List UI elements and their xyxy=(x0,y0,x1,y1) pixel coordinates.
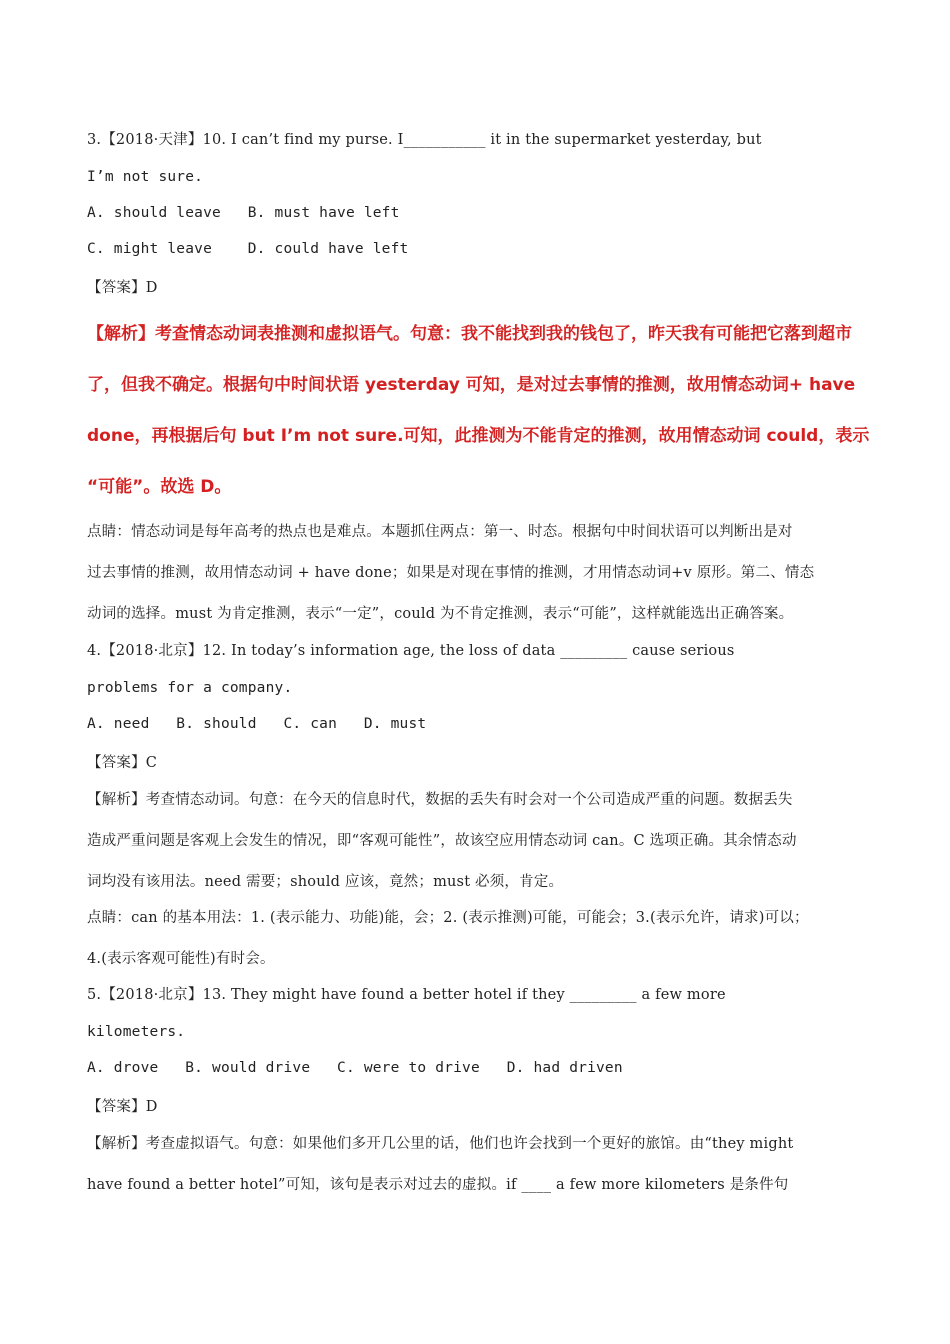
question-5-stem: 5.【2018·北京】13. They might have found a better hotel if they _________ a few more xyxy=(87,987,726,1003)
analysis-line: done，再根据后句 but I’m not sure.可知，此推测为不能肯定的推测，故用情态动词 could，表示 xyxy=(87,426,870,446)
tip-line: 4.(表示客观可能性)有时会。 xyxy=(87,951,275,967)
tip-line: 点睛：can 的基本用法：1. (表示能力、功能)能，会；2. (表示推测)可能，可能会；3.(表示允许，请求)可以； xyxy=(87,910,809,926)
question-5-answer: 【答案】D xyxy=(87,1099,158,1115)
question-5-options: A. drove B. would drive C. were to drive D. had driven xyxy=(87,1060,623,1076)
analysis-line: 了，但我不确定。根据句中时间状语 yesterday 可知，是对过去事情的推测，故用情态动词+ have xyxy=(87,375,856,395)
analysis-line: 造成严重问题是客观上会发生的情况，即“客观可能性”，故该空应用情态动词 can。C 选项正确。其余情态动 xyxy=(87,833,797,849)
question-4-answer: 【答案】C xyxy=(87,755,158,771)
tip-line: 过去事情的推测，故用情态动词 + have done；如果是对现在事情的推测，才用情态动词+v 原形。第二、情态 xyxy=(87,565,815,581)
question-3-options-ab: A. should leave B. must have left xyxy=(87,205,400,221)
question-3-answer: 【答案】D xyxy=(87,280,158,296)
analysis-line: “可能”。故选 D。 xyxy=(87,477,232,497)
analysis-line: 【解析】考查虚拟语气。句意：如果他们多开几公里的话，他们也许会找到一个更好的旅馆。由“they might xyxy=(87,1136,794,1152)
analysis-line: 词均没有该用法。need 需要；should 应该，竟然；must 必须，肯定。 xyxy=(87,874,564,890)
question-3-options-cd: C. might leave D. could have left xyxy=(87,241,409,257)
analysis-line: have found a better hotel”可知，该句是表示对过去的虚拟。if ____ a few more kilometers 是条件句 xyxy=(87,1177,789,1193)
analysis-line: 【解析】考查情态动词表推测和虚拟语气。句意：我不能找到我的钱包了，昨天我有可能把它落到超市 xyxy=(87,324,852,344)
question-5-stem-cont: kilometers. xyxy=(87,1024,186,1040)
analysis-line: 【解析】考查情态动词。句意：在今天的信息时代，数据的丢失有时会对一个公司造成严重的问题。数据丢失 xyxy=(87,792,793,808)
tip-line: 动词的选择。must 为肯定推测，表示“一定”，could 为不肯定推测，表示“可能”，这样就能选出正确答案。 xyxy=(87,606,794,622)
question-4-options: A. need B. should C. can D. must xyxy=(87,716,427,732)
question-4-stem: 4.【2018·北京】12. In today’s information age, the loss of data _________ cause serious xyxy=(87,643,735,659)
tip-line: 点睛：情态动词是每年高考的热点也是难点。本题抓住两点：第一、时态。根据句中时间状语可以判断出是对 xyxy=(87,524,793,540)
question-4-stem-cont: problems for a company. xyxy=(87,680,293,696)
question-3-stem-cont: I’m not sure. xyxy=(87,169,204,185)
question-3-stem: 3.【2018·天津】10. I can’t find my purse. I___________ it in the supermarket yesterday, but xyxy=(87,132,762,148)
